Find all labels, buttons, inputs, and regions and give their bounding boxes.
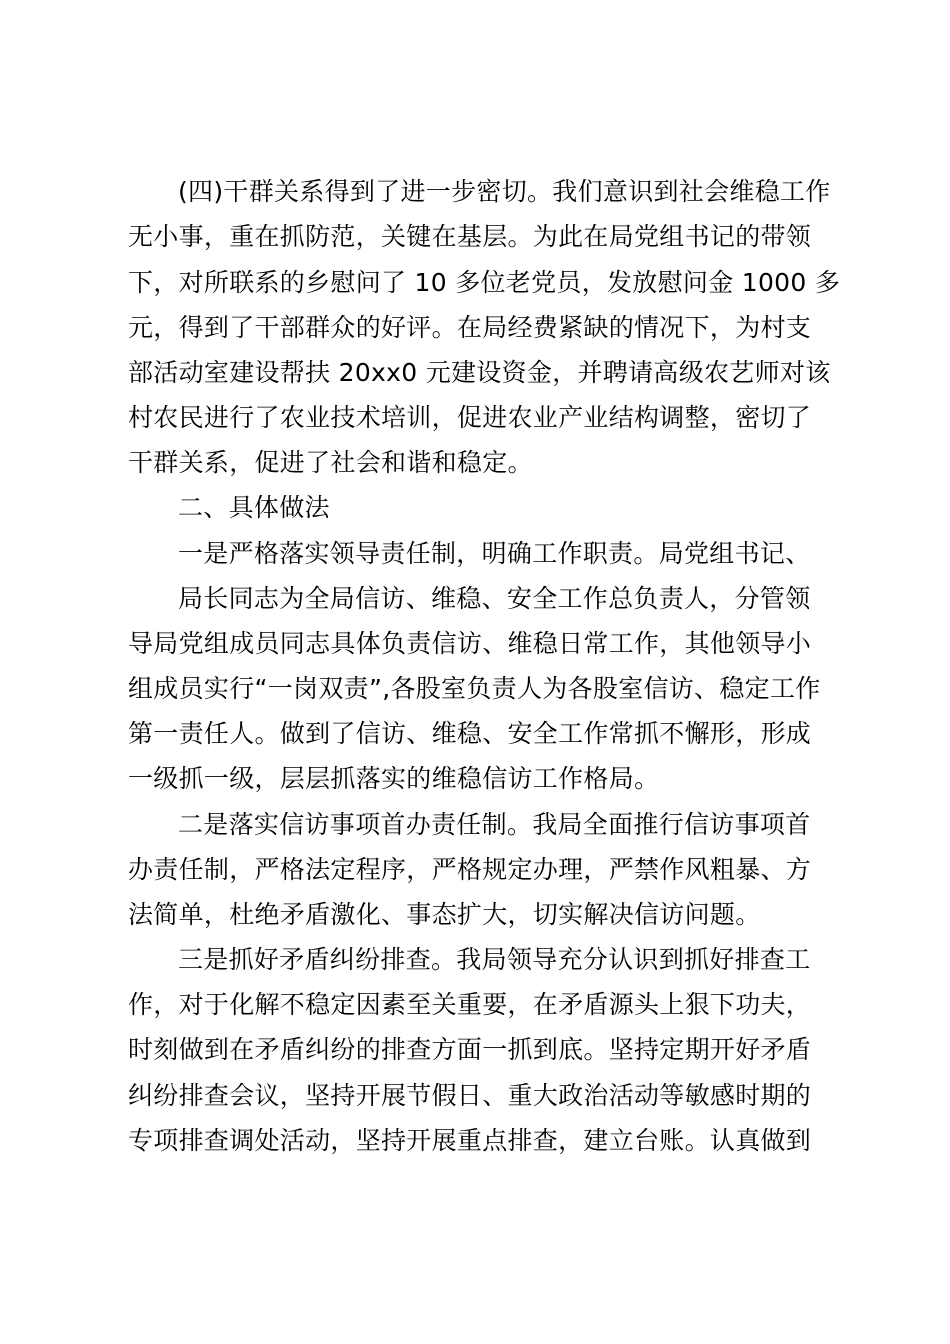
section-heading: 二、具体做法: [178, 493, 330, 522]
text-line: 第一责任人。做到了信访、维稳、安全工作常抓不懈形，形成: [128, 719, 812, 748]
text-line: 部活动室建设帮扶 20xx0 元建设资金，并聘请高级农艺师对该: [128, 358, 831, 387]
text-line: 村农民进行了农业技术培训，促进农业产业结构调整，密切了: [128, 403, 812, 432]
text-line: 下，对所联系的乡慰问了 10 多位老党员，发放慰问金 1000 多: [128, 268, 841, 297]
text-line: 时刻做到在矛盾纠纷的排查方面一抓到底。坚持定期开好矛盾: [128, 1035, 812, 1064]
text-line: 作，对于化解不稳定因素至关重要，在矛盾源头上狠下功夫，: [128, 990, 812, 1019]
text-line: 一是严格落实领导责任制，明确工作职责。局党组书记、: [178, 539, 811, 568]
text-line: 无小事，重在抓防范，关键在基层。为此在局党组书记的带领: [128, 222, 812, 251]
text-line: 二是落实信访事项首办责任制。我局全面推行信访事项首: [178, 810, 811, 839]
text-line: 元，得到了干部群众的好评。在局经费紧缺的情况下，为村支: [128, 313, 812, 342]
text-line: 组成员实行“一岗双责”,各股室负责人为各股室信访、稳定工作: [128, 674, 821, 703]
text-line: 干群关系，促进了社会和谐和稳定。: [128, 448, 533, 477]
text-line: 专项排查调处活动，坚持开展重点排查，建立台账。认真做到: [128, 1126, 812, 1155]
text-line: 局长同志为全局信访、维稳、安全工作总负责人，分管领: [178, 584, 811, 613]
text-line: 三是抓好矛盾纠纷排查。我局领导充分认识到抓好排查工: [178, 945, 811, 974]
text-line: 一级抓一级，层层抓落实的维稳信访工作格局。: [128, 764, 660, 793]
text-line: 办责任制，严格法定程序，严格规定办理，严禁作风粗暴、方: [128, 855, 812, 884]
text-line: (四)干群关系得到了进一步密切。我们意识到社会维稳工作: [178, 177, 831, 206]
text-line: 纠纷排查会议，坚持开展节假日、重大政治活动等敏感时期的: [128, 1081, 812, 1110]
text-line: 法简单，杜绝矛盾激化、事态扩大，切实解决信访问题。: [128, 900, 761, 929]
text-line: 导局党组成员同志具体负责信访、维稳日常工作，其他领导小: [128, 629, 812, 658]
